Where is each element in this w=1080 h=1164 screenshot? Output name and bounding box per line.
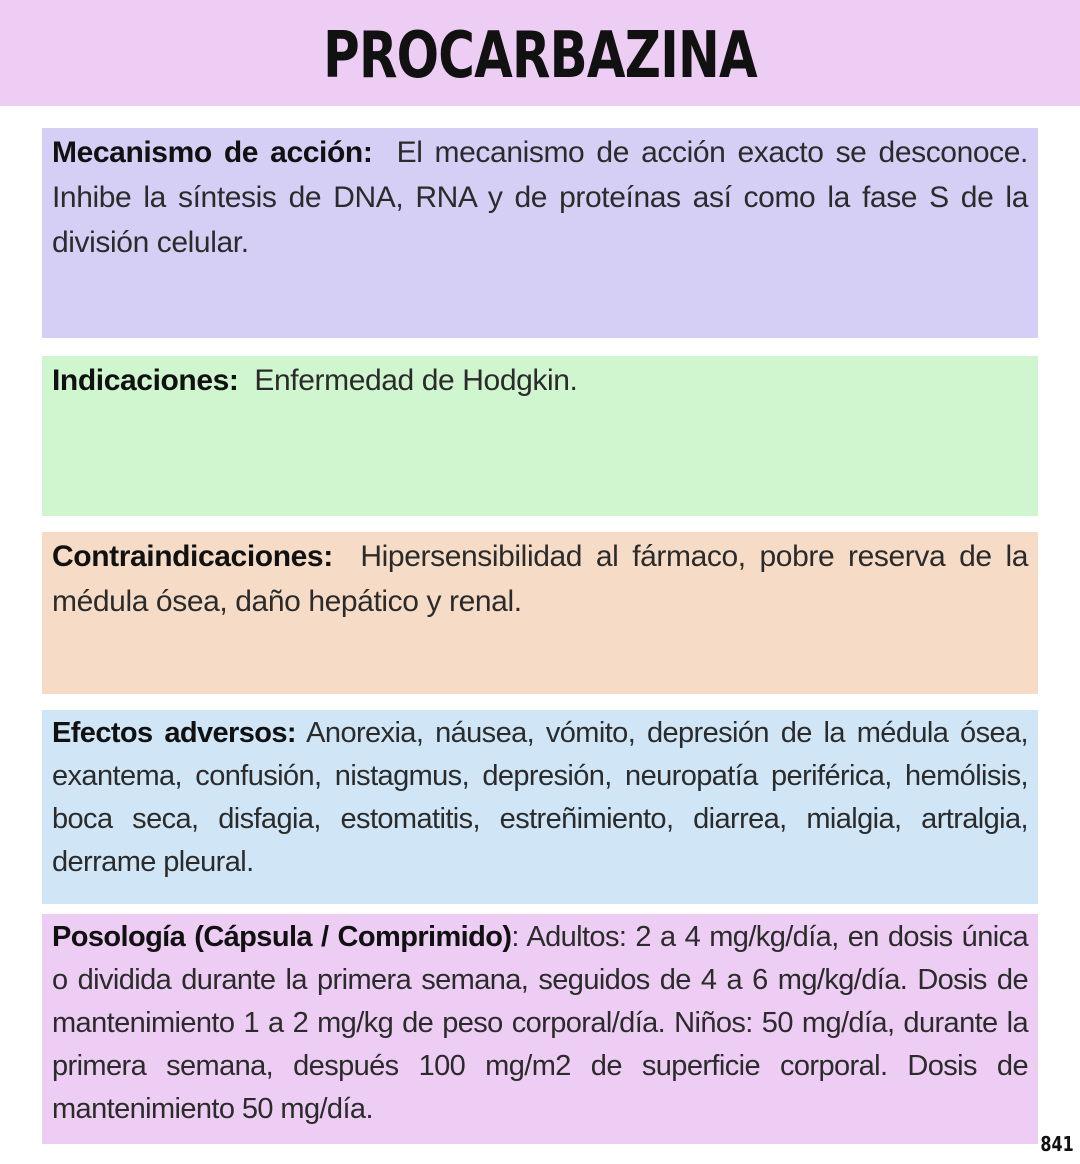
section-efectos-text: Anorexia, náusea, vómito, depresión de la médula ósea, exantema, confusión, nistagmus, depresión, neuropatía periférica, hemólisis, boca seca, disfagia, estomatitis, estreñimiento, diarrea, mialgia, artralgia, derrame pleural. — [52, 717, 1028, 878]
section-indicaciones-label: Indicaciones: — [52, 364, 239, 397]
section-mecanismo-label: Mecanismo de acción: — [52, 136, 373, 169]
section-contraindicaciones — [42, 532, 1038, 694]
section-mecanismo-text: El mecanismo de acción exacto se desconoce. Inhibe la síntesis de DNA, RNA y de proteínas así como la fase S de la división celular. — [52, 136, 1028, 259]
section-posologia-label: Posología (Cápsula / Comprimido) — [52, 921, 512, 953]
section-contraindicaciones-text: Hipersensibilidad al fármaco, pobre reserva de la médula ósea, daño hepático y renal. — [52, 540, 1028, 618]
section-posologia-text: : Adultos: 2 a 4 mg/kg/día, en dosis única o dividida durante la primera semana, seguidos de 4 a 6 mg/kg/día. Dosis de mantenimiento 1 a 2 mg/kg de peso corporal/día. Niños: 50 mg/día, durante la primera semana, después 100 mg/m2 de superficie corporal. Dosis de mantenimiento 50 mg/día. — [52, 921, 1028, 1125]
title-banner — [0, 0, 1080, 106]
section-indicaciones — [42, 356, 1038, 516]
page-number: 841 — [1040, 1132, 1074, 1156]
section-posologia — [42, 914, 1038, 1144]
section-contraindicaciones-label: Contraindicaciones: — [52, 540, 333, 573]
section-mecanismo — [42, 128, 1038, 338]
section-efectos-adversos — [42, 710, 1038, 904]
section-indicaciones-text: Enfermedad de Hodgkin. — [254, 364, 578, 397]
drug-title: PROCARBAZINA — [323, 19, 757, 93]
section-efectos-label: Efectos adversos: — [52, 717, 296, 749]
